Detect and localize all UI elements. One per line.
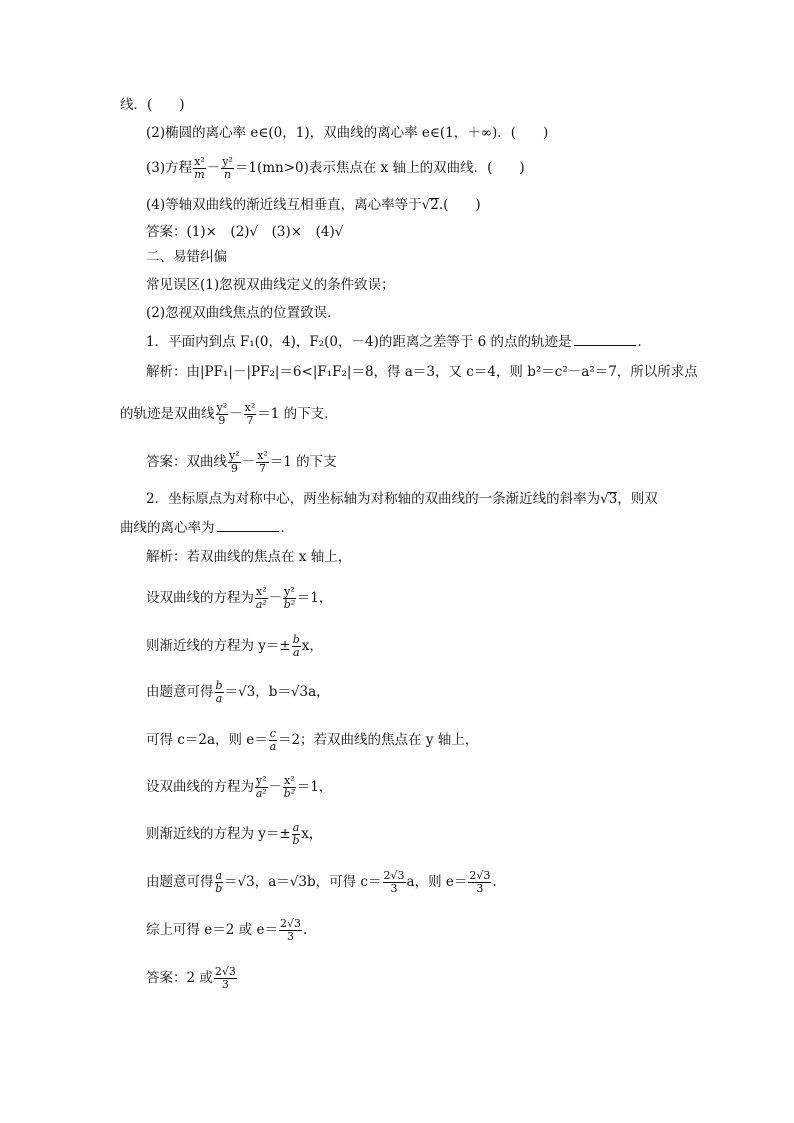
solution-line [146, 634, 323, 659]
text: ＝√3，a＝√3b，可得 c＝ [224, 874, 382, 890]
text: 答案：2 或 [146, 970, 213, 986]
square-root: √3 [600, 491, 618, 507]
question-2: 2．坐标原点为对称中心，两坐标轴为对称轴的双曲线的一条渐近线的斜率为√3，则双 [146, 491, 658, 507]
text: 由题意可得 [146, 684, 214, 700]
text: ＝√3，b＝√3a， [224, 684, 330, 700]
text: (2)椭圆的离心率 e∈(0，1)，双曲线的离心率 e∈(1，＋∞)．( ) [146, 125, 549, 141]
fraction: $\frac{\text{y²}}{9}$ [216, 401, 228, 427]
text-line [146, 196, 481, 214]
text: ＝1 的下支． [257, 406, 338, 422]
fraction: $\frac{c}{a}$ [269, 727, 277, 753]
text: 解析：由|PF₁|－|PF₂|＝6<|F₁F₂|＝8，得 a＝3，又 c＝4，则 b²＝c²－a²＝7，所以所求点 [146, 364, 698, 380]
solution-line [146, 680, 330, 705]
text: x， [301, 638, 323, 654]
text: 由题意可得 [146, 874, 214, 890]
fraction: $\frac{\text{y²}}{9}$ [229, 449, 240, 475]
solution-line: 由题意可得 $\frac{a}{b}$ ＝√3，a＝√3b，可得 c＝ $\frac{2√3}{3}$ a，则 e＝ $\frac{2√3}{3}$ . [146, 869, 497, 895]
text: 设双曲线的方程为 [146, 779, 254, 795]
answer-line [146, 966, 238, 991]
text: 解析：若双曲线的焦点在 x 轴上， [146, 549, 352, 565]
text: 设双曲线的方程为 [146, 590, 254, 606]
solution-line [146, 548, 351, 566]
text: a，则 e＝ [406, 874, 468, 890]
answer-blank [217, 518, 279, 532]
fraction: $\frac{\text{y²}}{\text{b²}}$ [283, 585, 296, 611]
text: 可得 c＝2a，则 e＝ [146, 732, 268, 748]
text: 曲线的离心率为 [120, 520, 215, 536]
fraction: $\frac{\text{x²}}{7}$ [244, 401, 256, 427]
text: 答案：(1)× (2)√ (3)× (4)√ [146, 224, 344, 240]
fraction: $\frac{b}{a}$ [292, 633, 300, 659]
text: (4)等轴双曲线的渐近线互相垂直，离心率等于 [146, 197, 422, 213]
answer-line [146, 223, 343, 241]
fraction: $\frac{\text{x²}}{\text{b²}}$ [283, 774, 296, 800]
text: ＝1(mn>0)表示焦点在 x 轴上的双曲线．( ) [234, 160, 525, 176]
text: 线．( ) [120, 97, 185, 113]
text: x， [301, 826, 323, 842]
text: ＝1， [296, 779, 333, 795]
text: 综上可得 e＝2 或 e＝ [146, 922, 278, 938]
fraction: $\frac{\text{y²}}{n}$ [222, 155, 233, 181]
fraction: $\frac{2√3}{3}$ [279, 917, 301, 943]
text: 的轨迹是双曲线 [120, 406, 215, 422]
fraction: $\frac{a}{b}$ [215, 869, 223, 895]
fraction: $\frac{2√3}{3}$ [383, 869, 405, 895]
text: 2．坐标原点为对称中心，两坐标轴为对称轴的双曲线的一条渐近线的斜率为 [146, 491, 601, 507]
fraction: $\frac{2√3}{3}$ [469, 869, 491, 895]
text-line [146, 304, 341, 322]
solution-line: 的轨迹是双曲线 $\frac{\text{y²}}{9}$ － $\frac{\text{x²}}{7}$ ＝1 的下支． [120, 401, 338, 427]
fraction: $\frac{\text{x²}}{\text{a²}}$ [255, 585, 267, 611]
text-line [120, 96, 185, 114]
solution-line [146, 822, 322, 847]
text: ＝1， [296, 590, 333, 606]
text: 1．平面内到点 F₁(0，4)，F₂(0，－4)的距离之差等于 6 的点的轨迹是 [146, 334, 572, 350]
answer-line: 答案：双曲线 $\frac{\text{y²}}{9}$ － $\frac{\text{x²}}{7}$ ＝1 的下支 [146, 449, 337, 475]
text: 二、易错纠偏 [146, 249, 227, 265]
fraction: $\frac{b}{a}$ [215, 679, 223, 705]
text: 常见误区(1)忽视双曲线定义的条件致误； [146, 277, 395, 293]
square-root: √2 [421, 197, 439, 213]
question-1: 1．平面内到点 F₁(0，4)，F₂(0，－4)的距离之差等于 6 的点的轨迹是 ． [146, 334, 652, 350]
fraction: $\frac{\text{x²}}{7}$ [257, 449, 268, 475]
text: 则渐近线的方程为 y＝± [146, 826, 291, 842]
solution-line: 综上可得 e＝2 或 e＝ $\frac{2√3}{3}$ . [146, 917, 308, 943]
text: (3)方程 [146, 160, 193, 176]
fraction: $\frac{\text{y²}}{\text{a²}}$ [255, 774, 267, 800]
text: ＝2；若双曲线的焦点在 y 轴上， [277, 732, 479, 748]
fraction: $\frac{2√3}{3}$ [214, 965, 236, 991]
text-line: (3)方程 $\frac{\text{x²}}{m}$ － $\frac{\text{y²}}{n}$ ＝1(mn>0)表示焦点在 x 轴上的双曲线．( ) [146, 155, 525, 181]
fraction: $\frac{\text{x²}}{m}$ [194, 155, 205, 181]
fraction: $\frac{a}{b}$ [292, 821, 300, 847]
text: ＝1 的下支 [269, 454, 337, 470]
text: .( ) [438, 197, 481, 213]
text-line [146, 276, 395, 294]
solution-line [146, 728, 478, 753]
text: (2)忽视双曲线焦点的位置致误． [146, 305, 341, 321]
section-heading [146, 248, 227, 266]
solution-line [146, 363, 698, 381]
answer-blank [574, 332, 636, 346]
text: 答案：双曲线 [146, 454, 227, 470]
solution-line: 设双曲线的方程为 $\frac{\text{y²}}{\text{a²}}$ － $\frac{\text{x²}}{\text{b²}}$ ＝1， [146, 774, 333, 800]
text: 则渐近线的方程为 y＝± [146, 638, 291, 654]
question-2-cont: 曲线的离心率为 ． [120, 520, 294, 536]
text-line [146, 124, 548, 142]
solution-line: 设双曲线的方程为 $\frac{\text{x²}}{\text{a²}}$ － $\frac{\text{y²}}{\text{b²}}$ ＝1， [146, 585, 333, 611]
